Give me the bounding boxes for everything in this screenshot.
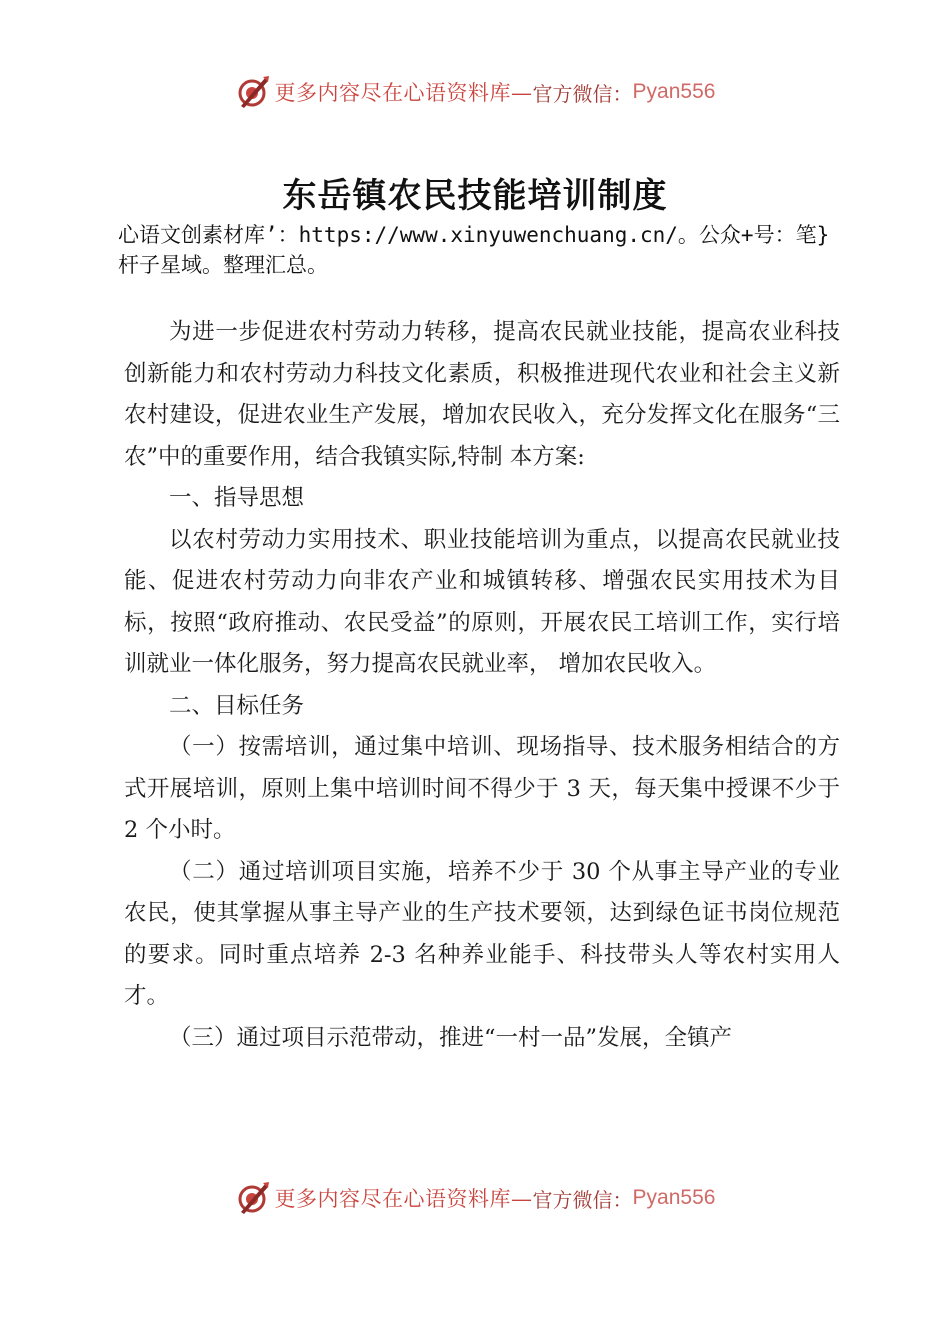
quill-seal-icon <box>235 1180 271 1216</box>
header-banner <box>0 72 950 112</box>
banner-text: 更多内容尽在心语资料库— <box>274 81 533 105</box>
banner-wechat-id: Pyan556 <box>632 80 716 103</box>
banner-wechat-label: 官方微信： <box>532 1187 633 1212</box>
banner-text: 更多内容尽在心语资料库— <box>274 1187 533 1211</box>
paragraph-guiding-ideology: 以农村劳动力实用技术、职业技能培训为重点，以提高农民就业技能、促进农村劳动力向非农产业和城镇转移、增强农民实用技术为目标，按照“政府推动、农民受益”的原则，开展农民工培训工作，实行培训就业一体化服务，努力提高农民就业率， 增加农民收入。 <box>124 526 840 677</box>
paragraph-task-3: （三）通过项目示范带动，推进“一村一品”发展，全镇产 <box>169 1024 733 1051</box>
document-title: 东岳镇农民技能培训制度 <box>282 176 668 216</box>
heading-guiding-ideology: 一、指导思想 <box>169 485 305 511</box>
source-line: 心语文创素材库’：https://www.xinyuwenchuang.cn/。公众+号：笔}杆子星域。整理汇总。 <box>118 223 830 277</box>
paragraph-intro: 为进一步促进农村劳动力转移，提高农民就业技能，提高农业科技创新能力和农村劳动力科技文化素质，积极推进现代农业和社会主义新农村建设，促进农业生产发展，增加农民收入，充分发挥文化在服务“三农”中的重要作用，结合我镇实际,特制 本方案: <box>124 319 840 470</box>
paragraph-task-1: （一）按需培训，通过集中培训、现场指导、技术服务相结合的方式开展培训，原则上集中培训时间不得少于 3 天，每天集中授课不少于 2 个小时。 <box>124 734 840 843</box>
banner-wechat-label: 官方微信： <box>532 81 633 106</box>
paragraph-task-2: （二）通过培训项目实施，培养不少于 30 个从事主导产业的专业农民，使其掌握从事主导产业的生产技术要领，达到绿色证书岗位规范的要求。同时重点培养 2-3 名种养业能手、科技带头人等农村实用人才。 <box>124 858 840 1009</box>
banner-wechat-id: Pyan556 <box>632 1186 716 1209</box>
footer-banner <box>0 1178 950 1218</box>
quill-seal-icon <box>235 74 271 110</box>
heading-goals-tasks: 二、目标任务 <box>169 692 305 719</box>
document-body <box>124 312 840 1059</box>
